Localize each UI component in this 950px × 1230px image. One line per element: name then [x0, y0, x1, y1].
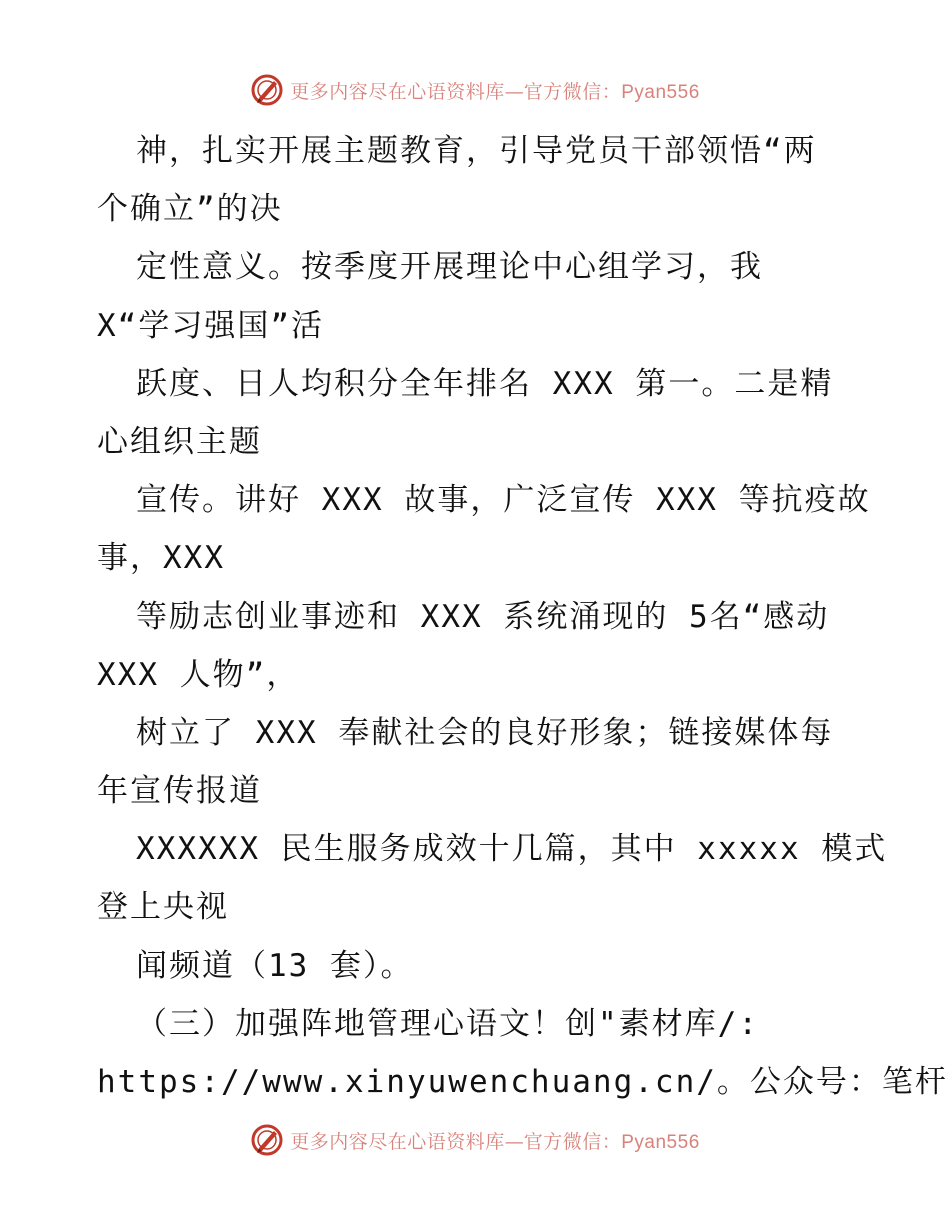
pen-logo-icon: [250, 73, 284, 107]
body-line: 登上央视: [97, 889, 229, 926]
watermark-text: 更多内容尽在心语资料库—官方微信：Pyan556: [290, 80, 700, 103]
body-line: （三）加强阵地管理心语文！创"素材库/:: [136, 1005, 759, 1042]
body-line: 个确立”的决: [97, 191, 283, 228]
body-line: 年宣传报道: [97, 773, 262, 810]
body-line: XXXXXX 民生服务成效十几篇，其中 xxxxx 模式: [136, 831, 888, 868]
body-line: 闻频道（13 套）。: [136, 947, 414, 984]
body-line: 宣传。讲好 XXX 故事，广泛宣传 XXX 等抗疫故: [136, 482, 871, 519]
watermark-text: 更多内容尽在心语资料库—官方微信：Pyan556: [290, 1130, 700, 1153]
pen-logo-icon: [250, 1123, 284, 1157]
body-line: 定性意义。按季度开展理论中心组学习，我: [136, 249, 763, 286]
footer-watermark: [0, 1120, 950, 1160]
body-line: X“学习强国”活: [97, 307, 324, 344]
body-line: 事，XXX: [97, 540, 225, 577]
body-line: 心组织主题: [97, 423, 262, 460]
body-line: XXX 人物”，: [97, 656, 300, 693]
body-line: 跃度、日人均积分全年排名 XXX 第一。二是精: [136, 365, 834, 402]
body-line: 树立了 XXX 奉献社会的良好形象；链接媒体每: [136, 714, 834, 751]
body-line: 等励志创业事迹和 XXX 系统涌现的 5名“感动: [136, 598, 830, 635]
document-body: [97, 122, 948, 1111]
header-watermark: [0, 70, 950, 110]
body-line: 神，扎实开展主题教育，引导党员干部领悟“两: [136, 133, 817, 169]
body-line: https://www.xinyuwenchuang.cn/。公众号：笔杆: [97, 1064, 948, 1100]
